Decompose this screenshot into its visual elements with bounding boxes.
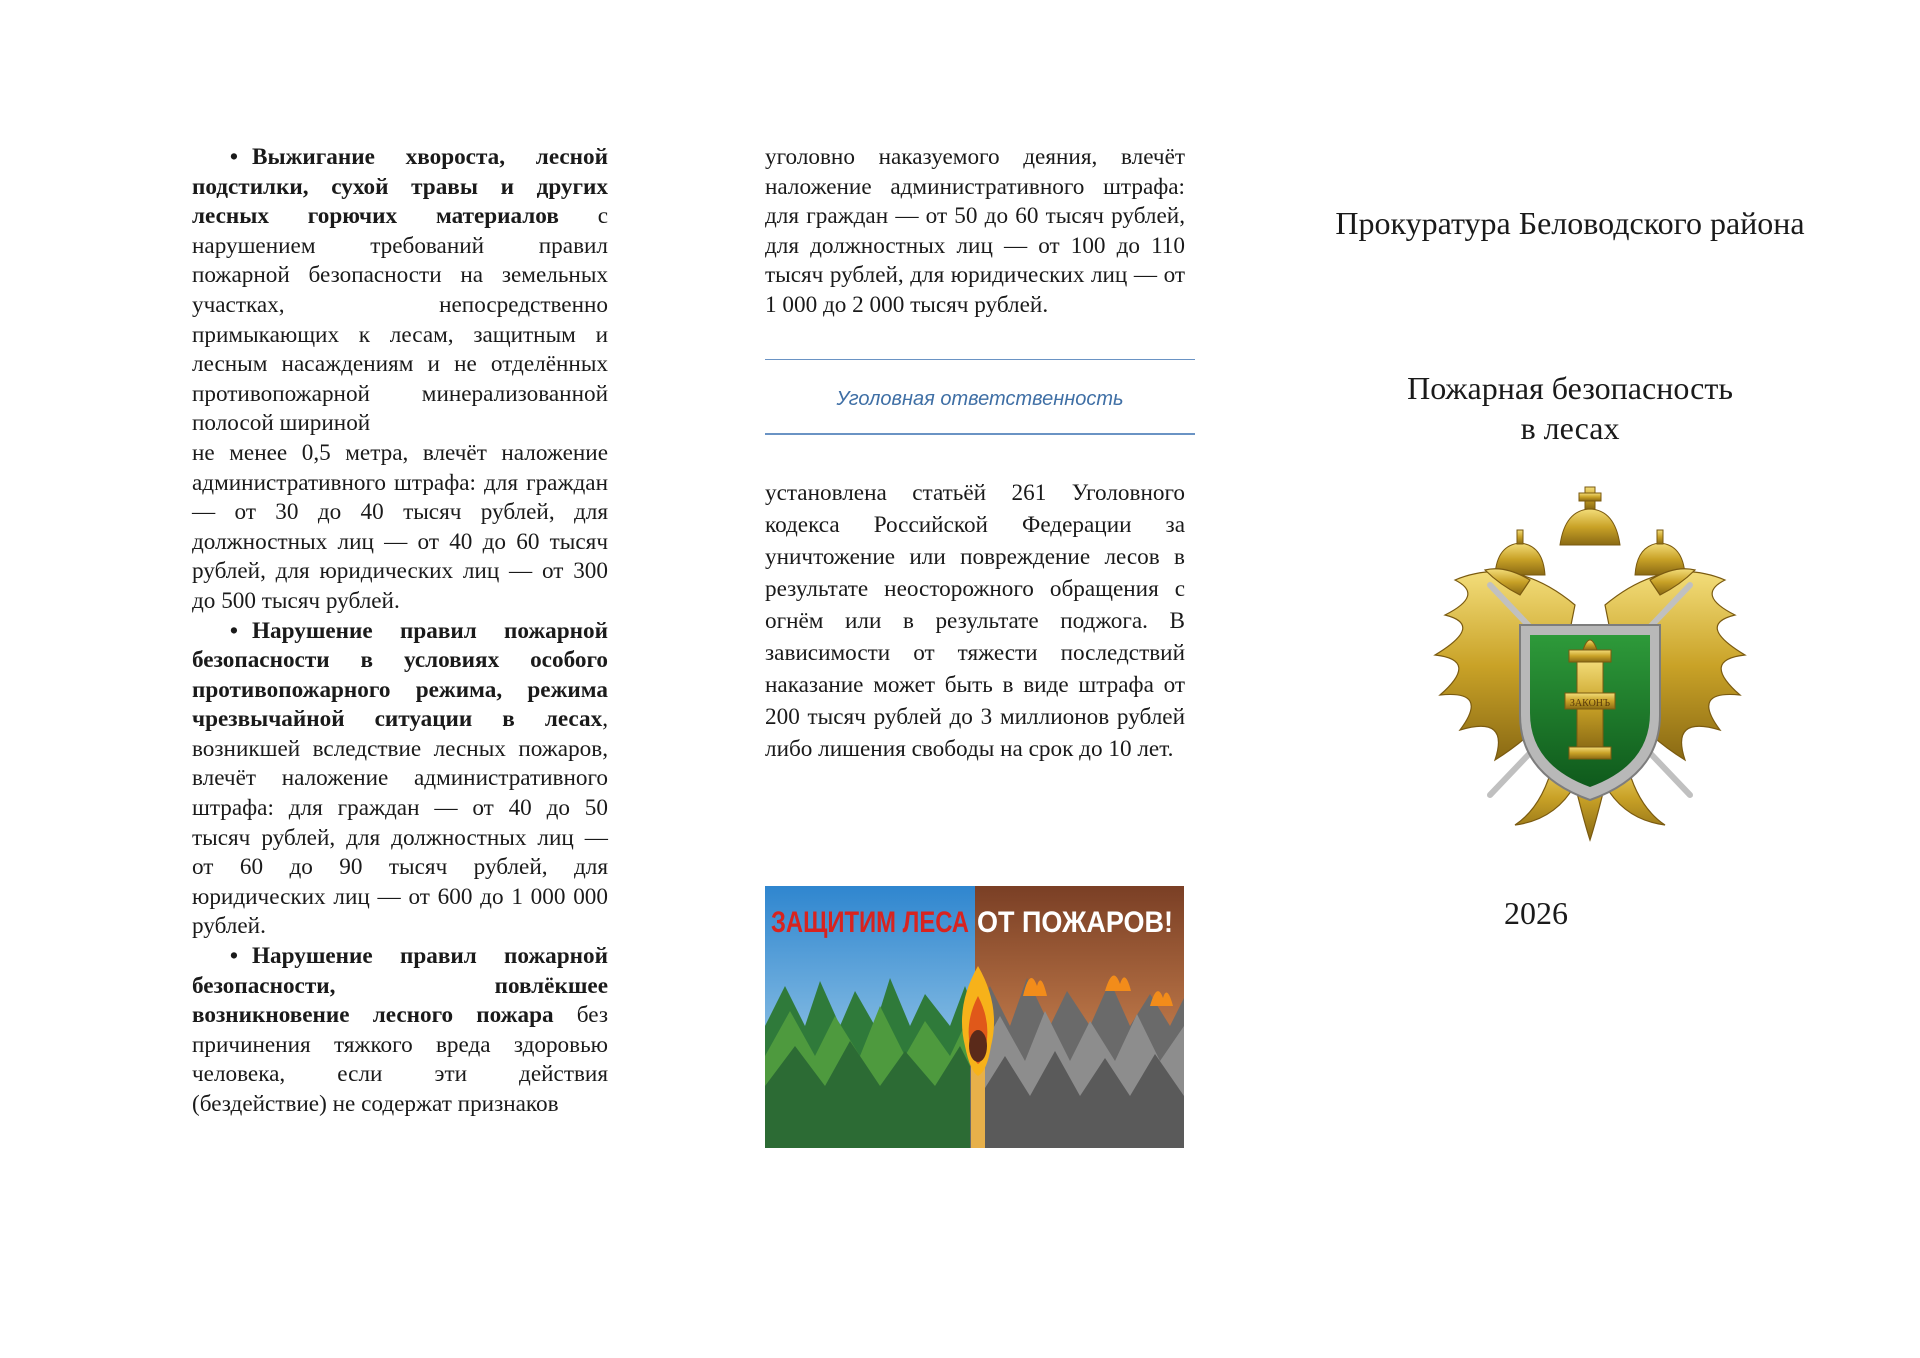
item-text-continued: не менее 0,5 метра, влечёт наложение административного штрафа: для граждан — от 30 до 40 тысяч рублей, для должностных лиц — от 40 до 60 тысяч рублей, для юридических лиц — от 300 до 500 тысяч рублей. — [192, 439, 608, 614]
item-heading: Нарушение правил пожарной безопасности в условиях особого противопожарного режима, режима чрезвычайной ситуации в лесах — [192, 617, 608, 733]
section-title: Уголовная ответственность — [836, 387, 1124, 410]
divider-line-top — [765, 359, 1195, 361]
section-divider — [765, 359, 1195, 435]
brochure-title — [1240, 368, 1900, 448]
left-column — [192, 143, 608, 1120]
middle-column — [765, 143, 1185, 788]
item-text: без причинения тяжкого вреда здоровью человека, если эти действия (бездействие) не содержат признаков — [192, 1002, 608, 1117]
brochure-title-line1: Пожарная безопасность — [1407, 370, 1733, 406]
bullet: • — [229, 943, 238, 970]
double-headed-eagle-icon — [1425, 485, 1755, 845]
item-heading: Нарушение правил пожарной безопасности, повлёкшее возникновение лесного пожара — [192, 943, 608, 1029]
bullet: • — [229, 144, 238, 170]
poster-text-left: ЗАЩИТИМ ЛЕСА — [771, 906, 969, 939]
divider-line-bottom — [765, 433, 1195, 435]
list-item-fire-caused — [192, 942, 608, 1120]
emblem-text: ЗАКОНЪ — [1569, 698, 1611, 709]
list-item-burning — [192, 143, 608, 439]
bullet: • — [229, 617, 238, 644]
prosecutor-emblem — [1425, 485, 1755, 845]
brochure-title-line2: в лесах — [1520, 410, 1620, 446]
organization-name: Прокуратура Беловодского района — [1335, 205, 1805, 241]
cover-panel — [1240, 0, 1900, 1358]
item-text: с нарушением требований правил пожарной безопасности на земельных участках, непосредственно примыкающих к лесам, защитным и лесным насаждениям и не отделённых противопожарной минерализованной полосой шириной — [192, 203, 609, 437]
criminal-liability-text: установлена статьёй 261 Уголовного кодекса Российской Федерации за уничтожение или повреждение лесов в результате неосторожного обращения с огнём или в результате поджога. В зависимости от тяжести последствий наказание может быть в виде штрафа от 200 тысяч рублей до 3 миллионов рублей либо лишения свободы на срок до 10 лет. — [765, 479, 1185, 762]
year: 2026 — [1504, 895, 1568, 931]
continued-text: уголовно наказуемого деяния, влечёт наложение административного штрафа: для граждан — от 50 до 60 тысяч рублей, для должностных лиц — от 100 до 110 тысяч рублей, для юридических лиц — от 1 000 до 2 000 тысяч рублей. — [765, 144, 1185, 318]
poster-illustration — [765, 886, 1184, 1148]
item-heading: Выжигание хвороста, лесной подстилки, сухой травы и других лесных горючих материалов — [192, 144, 608, 230]
poster-text-right: ОТ ПОЖАРОВ! — [977, 906, 1173, 939]
list-item-special-regime — [192, 617, 608, 943]
item-text: , возникшей вследствие лесных пожаров, влечёт наложение административного штрафа: для граждан — от 40 до 50 тысяч рублей, для должностных лиц — от 60 до 90 тысяч рублей, для юридических лиц — от 600 до 1 000 000 рублей. — [192, 706, 608, 940]
forest-fire-poster — [765, 886, 1184, 1148]
